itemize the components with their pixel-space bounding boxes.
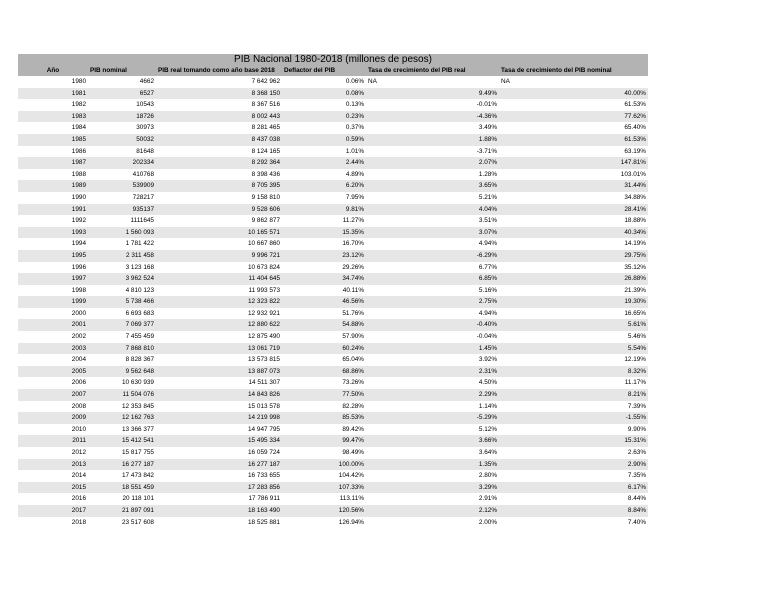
real-gdp-cell: 13 061 719 — [156, 343, 282, 355]
year-cell: 1999 — [18, 296, 88, 308]
real-growth-cell: 3.65% — [366, 180, 499, 192]
real-gdp-cell: 8 124 165 — [251, 147, 280, 155]
real-gdp-cell: 8 398 436 — [251, 170, 280, 178]
deflator-cell: 2.44% — [282, 157, 366, 169]
nominal-growth-cell: 26.88% — [499, 273, 648, 285]
nominal-gdp-cell: 4 810 123 — [125, 286, 154, 294]
nominal-growth-cell: 34.88% — [624, 193, 646, 201]
nominal-growth-cell: 8.32% — [499, 366, 648, 378]
nominal-gdp-cell: 50032 — [88, 134, 156, 146]
real-growth-cell: 3.66% — [366, 435, 499, 447]
real-growth-cell: 3.51% — [478, 217, 497, 225]
deflator-cell: 0.23% — [282, 111, 366, 123]
year-cell: 1988 — [71, 170, 86, 178]
deflator-cell: 104.42% — [338, 472, 364, 480]
header-deflator: Deflactor del PIB — [282, 66, 366, 76]
real-gdp-cell: 7 642 962 — [251, 78, 280, 85]
nominal-growth-cell: 61.53% — [624, 101, 646, 109]
deflator-cell: 89.42% — [342, 425, 364, 433]
table-row — [18, 319, 648, 331]
real-gdp-cell: 16 059 724 — [248, 449, 280, 456]
year-cell: 1996 — [71, 263, 86, 271]
table-row — [18, 111, 648, 123]
nominal-gdp-cell: 7 868 810 — [88, 343, 156, 355]
year-cell: 1987 — [18, 157, 88, 169]
table-row — [18, 470, 648, 482]
year-cell: 2013 — [18, 459, 88, 471]
header-real-growth: Tasa de crecimiento del PIB real — [366, 66, 499, 76]
nominal-growth-cell: 7.39% — [627, 402, 646, 410]
real-growth-cell: -0.04% — [476, 333, 497, 341]
deflator-cell: 15.35% — [282, 227, 366, 239]
nominal-growth-cell: 77.62% — [499, 111, 648, 123]
table-row — [18, 331, 648, 343]
real-growth-cell: 4.94% — [478, 240, 497, 248]
deflator-cell: 98.49% — [342, 449, 364, 456]
deflator-cell: 0.08% — [282, 88, 366, 100]
year-cell: 1989 — [18, 180, 88, 192]
nominal-gdp-cell: 8 828 367 — [125, 356, 154, 364]
deflator-cell: 0.59% — [282, 134, 366, 146]
real-gdp-cell: 8 002 443 — [156, 111, 282, 123]
real-growth-cell: -3.71% — [476, 147, 497, 155]
nominal-growth-cell: 2.90% — [499, 459, 648, 471]
table-row — [18, 238, 648, 250]
nominal-gdp-cell: 23 517 608 — [122, 518, 154, 526]
table-row — [18, 192, 648, 204]
real-growth-cell: 2.00% — [478, 518, 497, 526]
real-growth-cell: 2.07% — [366, 157, 499, 169]
nominal-growth-cell: -1.55% — [499, 412, 648, 424]
real-growth-cell: 4.04% — [366, 204, 499, 216]
nominal-growth-cell: 8.84% — [499, 505, 648, 517]
real-growth-cell: 3.07% — [366, 227, 499, 239]
real-growth-cell: 1.14% — [478, 402, 497, 410]
nominal-growth-cell: 19.30% — [499, 296, 648, 308]
year-cell: 1984 — [71, 124, 86, 132]
nominal-gdp-cell: 20 118 101 — [122, 495, 154, 503]
table-row — [18, 354, 648, 366]
nominal-gdp-cell: 15 817 755 — [122, 449, 154, 456]
real-gdp-cell: 11 404 645 — [156, 273, 282, 285]
real-growth-cell: 3.29% — [366, 482, 499, 494]
real-growth-cell: 2.91% — [478, 495, 497, 503]
nominal-growth-cell: 21.39% — [624, 286, 646, 294]
nominal-gdp-cell: 10 630 939 — [122, 379, 154, 387]
nominal-gdp-cell: 1 781 422 — [125, 240, 154, 248]
table-row — [18, 424, 648, 436]
real-gdp-cell: 18 163 490 — [156, 505, 282, 517]
year-cell: 1985 — [18, 134, 88, 146]
real-gdp-cell: 13 573 815 — [248, 356, 280, 364]
real-growth-cell: NA — [368, 78, 377, 85]
real-gdp-cell: 18 525 881 — [248, 518, 280, 526]
year-cell: 2008 — [71, 402, 86, 410]
real-growth-cell: 1.88% — [366, 134, 499, 146]
year-cell: 2011 — [18, 435, 88, 447]
table-row — [18, 459, 648, 471]
deflator-cell: 40.11% — [342, 286, 364, 294]
year-cell: 1990 — [71, 193, 86, 201]
year-cell: 2001 — [18, 319, 88, 331]
deflator-cell: 54.88% — [282, 319, 366, 331]
year-cell: 1991 — [18, 204, 88, 216]
nominal-growth-cell: 147.81% — [499, 157, 648, 169]
real-growth-cell: -0.01% — [476, 101, 497, 109]
table-row — [18, 122, 648, 134]
deflator-cell: 46.56% — [282, 296, 366, 308]
real-gdp-cell: 16 733 655 — [248, 472, 280, 480]
real-growth-cell: -5.29% — [366, 412, 499, 424]
year-cell: 2010 — [71, 425, 86, 433]
nominal-growth-cell: 15.31% — [499, 435, 648, 447]
real-gdp-cell: 9 862 877 — [251, 217, 280, 225]
nominal-gdp-cell: 13 366 377 — [122, 425, 154, 433]
year-cell: 2005 — [18, 366, 88, 378]
real-gdp-cell: 12 880 622 — [156, 319, 282, 331]
nominal-gdp-cell: 12 353 845 — [122, 402, 154, 410]
real-growth-cell: 3.92% — [478, 356, 497, 364]
nominal-gdp-cell: 539909 — [88, 180, 156, 192]
year-cell: 1983 — [18, 111, 88, 123]
deflator-cell: 65.04% — [342, 356, 364, 364]
real-gdp-cell: 13 887 073 — [156, 366, 282, 378]
table-row — [18, 366, 648, 378]
deflator-cell: 0.13% — [345, 101, 364, 109]
real-growth-cell: -4.36% — [366, 111, 499, 123]
nominal-gdp-cell: 18726 — [88, 111, 156, 123]
deflator-cell: 60.24% — [282, 343, 366, 355]
real-gdp-cell: 10 165 571 — [156, 227, 282, 239]
nominal-growth-cell: 35.12% — [624, 263, 646, 271]
spreadsheet — [18, 54, 648, 528]
nominal-growth-cell: 7.35% — [627, 472, 646, 480]
year-cell: 2015 — [18, 482, 88, 494]
table-row — [18, 227, 648, 239]
nominal-growth-cell: 61.53% — [499, 134, 648, 146]
table-row — [18, 435, 648, 447]
deflator-cell: 100.00% — [282, 459, 366, 471]
deflator-cell: 1.01% — [345, 147, 364, 155]
real-gdp-cell: 9 996 721 — [156, 250, 282, 262]
nominal-gdp-cell: 17 473 842 — [122, 472, 154, 480]
nominal-gdp-cell: 7 069 377 — [88, 319, 156, 331]
year-cell: 2003 — [18, 343, 88, 355]
real-growth-cell: 1.28% — [478, 170, 497, 178]
year-cell: 2012 — [71, 449, 86, 456]
deflator-cell: 113.11% — [339, 495, 364, 503]
real-growth-cell: 6.77% — [478, 263, 497, 271]
nominal-growth-cell: 8.44% — [627, 495, 646, 503]
real-growth-cell: 5.12% — [478, 425, 497, 433]
real-gdp-cell: 17 786 911 — [248, 495, 280, 503]
table-row — [18, 169, 648, 181]
real-growth-cell: 6.85% — [366, 273, 499, 285]
deflator-cell: 0.37% — [345, 124, 364, 132]
table-row — [18, 250, 648, 262]
nominal-growth-cell: 5.61% — [499, 319, 648, 331]
nominal-growth-cell: 9.90% — [627, 425, 646, 433]
nominal-gdp-cell: 6 693 683 — [125, 309, 154, 317]
table-row — [18, 99, 648, 111]
nominal-gdp-cell: 3 123 168 — [125, 263, 154, 271]
table-row — [18, 76, 648, 88]
real-gdp-cell: 8 437 038 — [156, 134, 282, 146]
year-cell: 2014 — [71, 472, 86, 480]
nominal-growth-cell: 12.19% — [624, 356, 646, 364]
real-gdp-cell: 8 367 516 — [251, 101, 280, 109]
deflator-cell: 68.86% — [282, 366, 366, 378]
deflator-cell: 11.27% — [342, 217, 364, 225]
deflator-cell: 77.50% — [282, 389, 366, 401]
deflator-cell: 120.56% — [282, 505, 366, 517]
deflator-cell: 85.53% — [282, 412, 366, 424]
real-gdp-cell: 12 323 822 — [156, 296, 282, 308]
real-growth-cell: 5.21% — [478, 193, 497, 201]
nominal-growth-cell: 28.41% — [499, 204, 648, 216]
table-row — [18, 482, 648, 494]
header-nominal-growth: Tasa de crecimiento del PIB nominal — [499, 66, 648, 76]
nominal-gdp-cell: 6527 — [88, 88, 156, 100]
nominal-growth-cell: 11.17% — [624, 379, 646, 387]
header-nominal-gdp: PIB nominal — [88, 66, 156, 76]
table-row — [18, 412, 648, 424]
nominal-growth-cell: 5.54% — [499, 343, 648, 355]
real-gdp-cell: 14 947 795 — [248, 425, 280, 433]
nominal-gdp-cell: 4662 — [139, 78, 154, 85]
table-row — [18, 134, 648, 146]
nominal-growth-cell: 31.44% — [499, 180, 648, 192]
deflator-cell: 73.26% — [342, 379, 364, 387]
real-growth-cell: -6.29% — [366, 250, 499, 262]
nominal-growth-cell: 63.19% — [624, 147, 646, 155]
real-growth-cell: 1.35% — [366, 459, 499, 471]
nominal-growth-cell: 40.00% — [499, 88, 648, 100]
deflator-cell: 82.28% — [342, 402, 364, 410]
real-growth-cell: 2.31% — [366, 366, 499, 378]
nominal-gdp-cell: 7 455 459 — [125, 333, 154, 341]
year-cell: 1992 — [71, 217, 86, 225]
real-gdp-cell: 17 283 856 — [156, 482, 282, 494]
real-gdp-cell: 8 705 395 — [156, 180, 282, 192]
table-row — [18, 215, 648, 227]
deflator-cell: 57.90% — [342, 333, 364, 341]
real-growth-cell: 5.16% — [478, 286, 497, 294]
nominal-growth-cell: 65.40% — [624, 124, 646, 132]
real-gdp-cell: 10 673 824 — [248, 263, 280, 271]
header-real-gdp: PIB real tomando como año base 2018 — [156, 66, 282, 76]
table-title: PIB Nacional 1980-2018 (millones de pesos) — [18, 54, 648, 66]
year-cell: 1982 — [71, 101, 86, 109]
table-row — [18, 146, 648, 158]
real-growth-cell: 2.12% — [366, 505, 499, 517]
nominal-gdp-cell: 5 738 466 — [88, 296, 156, 308]
real-growth-cell: -0.40% — [366, 319, 499, 331]
table-row — [18, 88, 648, 100]
year-cell: 1997 — [18, 273, 88, 285]
nominal-gdp-cell: 12 162 763 — [88, 412, 156, 424]
real-gdp-cell: 15 013 578 — [248, 402, 280, 410]
table-row — [18, 204, 648, 216]
real-growth-cell: 9.49% — [366, 88, 499, 100]
header-row — [18, 66, 648, 76]
nominal-growth-cell: 40.34% — [499, 227, 648, 239]
year-cell: 2009 — [18, 412, 88, 424]
table-row — [18, 401, 648, 413]
table-row — [18, 389, 648, 401]
year-cell: 2004 — [71, 356, 86, 364]
table-row — [18, 447, 648, 459]
real-gdp-cell: 10 667 860 — [248, 240, 280, 248]
table-row — [18, 517, 648, 529]
real-gdp-cell: 11 993 573 — [248, 286, 280, 294]
real-growth-cell: 4.50% — [478, 379, 497, 387]
nominal-growth-cell: 5.46% — [627, 333, 646, 341]
nominal-gdp-cell: 81648 — [136, 147, 154, 155]
nominal-growth-cell: 14.19% — [624, 240, 646, 248]
nominal-gdp-cell: 15 412 541 — [88, 435, 156, 447]
real-growth-cell: 2.29% — [366, 389, 499, 401]
table-row — [18, 308, 648, 320]
real-growth-cell: 3.64% — [478, 449, 497, 456]
year-cell: 2006 — [71, 379, 86, 387]
deflator-cell: 23.12% — [282, 250, 366, 262]
real-gdp-cell: 16 277 187 — [156, 459, 282, 471]
header-year: Año — [18, 66, 88, 76]
table-row — [18, 377, 648, 389]
deflator-cell: 99.47% — [282, 435, 366, 447]
nominal-gdp-cell: 30973 — [136, 124, 154, 132]
table-row — [18, 493, 648, 505]
nominal-gdp-cell: 10543 — [136, 101, 154, 109]
nominal-gdp-cell: 16 277 187 — [88, 459, 156, 471]
deflator-cell: 34.74% — [282, 273, 366, 285]
real-gdp-cell: 9 158 810 — [251, 193, 280, 201]
deflator-cell: 16.70% — [342, 240, 364, 248]
year-cell: 1998 — [71, 286, 86, 294]
table-row — [18, 180, 648, 192]
deflator-cell: 0.06% — [345, 78, 364, 85]
year-cell: 1986 — [71, 147, 86, 155]
table-row — [18, 273, 648, 285]
real-growth-cell: 2.75% — [366, 296, 499, 308]
table-row — [18, 505, 648, 517]
real-gdp-cell: 14 843 826 — [156, 389, 282, 401]
year-cell: 2016 — [71, 495, 86, 503]
real-gdp-cell: 15 495 334 — [156, 435, 282, 447]
year-cell: 2018 — [71, 518, 86, 526]
table-row — [18, 262, 648, 274]
real-gdp-cell: 12 875 490 — [248, 333, 280, 341]
gdp-table — [18, 66, 648, 528]
deflator-cell: 7.95% — [345, 193, 364, 201]
year-cell: 1980 — [71, 78, 86, 85]
real-growth-cell: 1.45% — [366, 343, 499, 355]
nominal-growth-cell: 6.17% — [499, 482, 648, 494]
table-row — [18, 343, 648, 355]
year-cell: 2007 — [18, 389, 88, 401]
year-cell: 2002 — [71, 333, 86, 341]
real-gdp-cell: 12 932 921 — [248, 309, 280, 317]
deflator-cell: 29.26% — [342, 263, 364, 271]
nominal-gdp-cell: 9 562 648 — [88, 366, 156, 378]
real-growth-cell: 2.80% — [478, 472, 497, 480]
deflator-cell: 6.20% — [282, 180, 366, 192]
real-gdp-cell: 8 281 465 — [251, 124, 280, 132]
nominal-gdp-cell: 21 897 091 — [88, 505, 156, 517]
nominal-growth-cell: 103.01% — [620, 170, 646, 178]
nominal-gdp-cell: 202334 — [88, 157, 156, 169]
nominal-growth-cell: 16.65% — [624, 309, 646, 317]
nominal-growth-cell: 29.75% — [499, 250, 648, 262]
nominal-gdp-cell: 1111645 — [130, 217, 154, 225]
year-cell: 2000 — [71, 309, 86, 317]
deflator-cell: 4.89% — [345, 170, 364, 178]
real-gdp-cell: 9 528 606 — [156, 204, 282, 216]
table-row — [18, 157, 648, 169]
nominal-gdp-cell: 728217 — [132, 193, 154, 201]
nominal-growth-cell: 2.63% — [627, 449, 646, 456]
table-row — [18, 285, 648, 297]
deflator-cell: 9.81% — [282, 204, 366, 216]
deflator-cell: 126.94% — [338, 518, 364, 526]
real-gdp-cell: 14 511 307 — [248, 379, 280, 387]
nominal-gdp-cell: 1 560 093 — [88, 227, 156, 239]
nominal-growth-cell: 18.88% — [624, 217, 646, 225]
real-growth-cell: 4.94% — [478, 309, 497, 317]
year-cell: 1981 — [18, 88, 88, 100]
deflator-cell: 107.33% — [282, 482, 366, 494]
nominal-gdp-cell: 18 551 459 — [88, 482, 156, 494]
nominal-growth-cell: NA — [501, 78, 510, 85]
nominal-gdp-cell: 11 504 076 — [88, 389, 156, 401]
nominal-growth-cell: 7.40% — [627, 518, 646, 526]
real-gdp-cell: 14 219 998 — [156, 412, 282, 424]
deflator-cell: 51.76% — [342, 309, 364, 317]
year-cell: 2017 — [18, 505, 88, 517]
real-gdp-cell: 8 292 364 — [156, 157, 282, 169]
year-cell: 1995 — [18, 250, 88, 262]
nominal-gdp-cell: 410768 — [132, 170, 154, 178]
real-growth-cell: 3.49% — [478, 124, 497, 132]
real-gdp-cell: 8 368 150 — [156, 88, 282, 100]
nominal-gdp-cell: 935137 — [88, 204, 156, 216]
nominal-gdp-cell: 3 962 524 — [88, 273, 156, 285]
year-cell: 1994 — [71, 240, 86, 248]
table-row — [18, 296, 648, 308]
nominal-growth-cell: 8.21% — [499, 389, 648, 401]
year-cell: 1993 — [18, 227, 88, 239]
nominal-gdp-cell: 2 311 458 — [88, 250, 156, 262]
